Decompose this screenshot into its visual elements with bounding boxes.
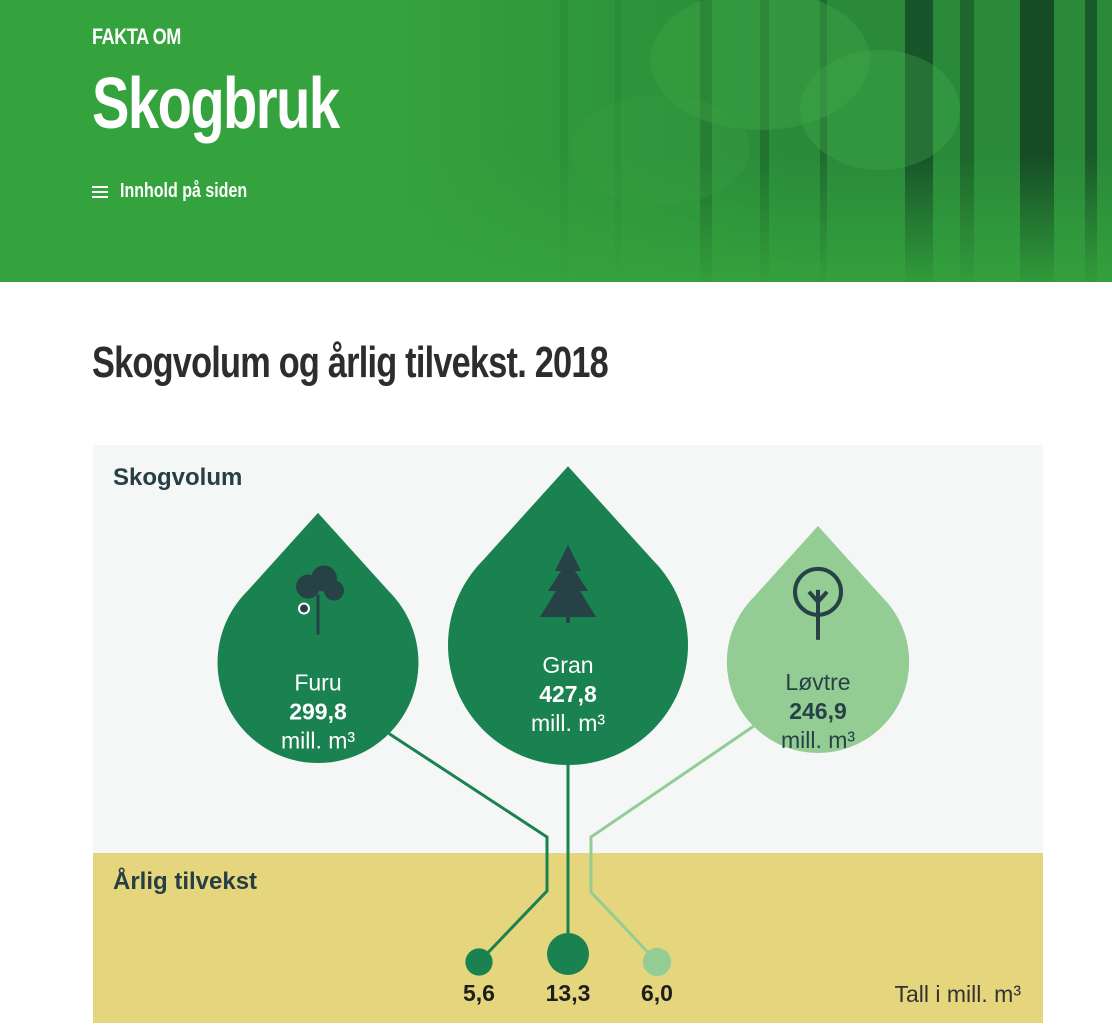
volume-unit-gran: mill. m³: [530, 710, 606, 736]
growth-dot-gran: [547, 933, 589, 975]
forest-volume-chart: [93, 445, 1043, 1023]
toc-label: Innhold på siden: [120, 180, 248, 202]
growth-value-furu: 5,6: [463, 980, 495, 1006]
toc-toggle-button[interactable]: [92, 180, 279, 203]
section-title: Skogvolum og årlig tilvekst. 2018: [92, 338, 608, 387]
growth-value-lovtre: 6,0: [641, 980, 673, 1006]
growth-label: Årlig tilvekst: [113, 868, 258, 895]
hero-banner: [0, 0, 1112, 282]
hamburger-menu-icon: [92, 186, 108, 198]
volume-value-gran: 427,8: [539, 681, 597, 707]
volume-label: Skogvolum: [113, 464, 243, 491]
page-kicker: FAKTA OM: [92, 24, 181, 49]
growth-dot-furu: [465, 948, 492, 975]
category-label-gran: Gran: [542, 652, 594, 678]
unit-note: Tall i mill. m³: [894, 981, 1021, 1007]
volume-unit-furu: mill. m³: [280, 727, 356, 754]
page-title: Skogbruk: [92, 64, 339, 144]
volume-value-furu: 299,8: [289, 698, 347, 725]
growth-value-gran: 13,3: [545, 980, 591, 1006]
category-label-furu: Furu: [294, 669, 342, 696]
volume-value-lovtre: 246,9: [789, 697, 847, 724]
volume-unit-lovtre: mill. m³: [780, 726, 856, 753]
category-label-lovtre: Løvtre: [785, 668, 851, 695]
growth-dot-lovtre: [643, 948, 671, 976]
